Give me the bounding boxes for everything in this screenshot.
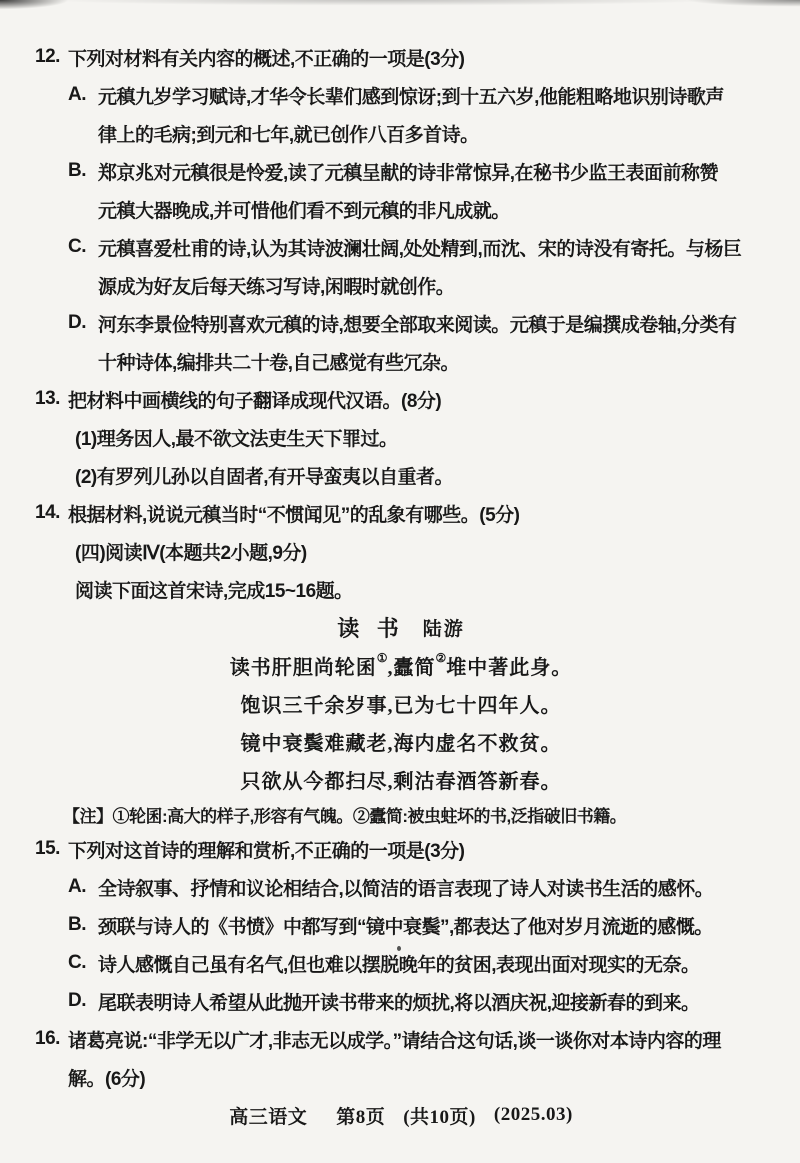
question-13-sub-2-text: (2)有罗列儿孙以自固者,有开导蛮夷以自重者。: [75, 466, 454, 488]
poem-line-3: [35, 722, 767, 760]
option-b-label: B.: [68, 914, 86, 935]
question-12-option-d: [35, 304, 767, 342]
poem-author: 陆游: [422, 618, 465, 640]
question-13: [35, 380, 767, 494]
question-12: [35, 38, 767, 380]
option-a-text-line2: 律上的毛病;到元和七年,就已创作八百多首诗。: [98, 124, 479, 146]
page-content: [35, 38, 767, 1134]
section-4-header: (四)阅读Ⅳ(本题共2小题,9分): [75, 542, 307, 564]
poem-title-row: [35, 608, 767, 646]
option-b-text-line1: 郑京兆对元稹很是怜爱,读了元稹呈献的诗非常惊异,在秘书少监王表面前称赞: [98, 162, 719, 184]
option-d-label: D.: [68, 312, 86, 333]
question-13-stem: 把材料中画横线的句子翻译成现代汉语。(8分): [68, 390, 442, 412]
footer-date: (2025.03): [493, 1104, 573, 1125]
option-a-label: A.: [68, 84, 86, 105]
question-12-number: 12.: [35, 46, 60, 67]
poem-line-4-text: 只欲从今都扫尽,剩沽春酒答新春。: [240, 770, 562, 793]
option-a-label: A.: [68, 876, 86, 897]
poem: [35, 608, 767, 830]
question-16-text-line1: 诸葛亮说:“非学无以广才,非志无以成学。”请结合这句话,谈一谈你对本诗内容的理: [68, 1030, 721, 1052]
option-c-text-line2: 源成为好友后每天练习写诗,闲暇时就创作。: [98, 276, 455, 298]
question-13-sub-1: [35, 418, 767, 456]
section-4: [35, 532, 767, 608]
option-c-label: C.: [68, 952, 86, 973]
question-13-number: 13.: [35, 388, 60, 409]
poem-line-1-a: 读书肝胆尚轮囷: [229, 656, 377, 679]
option-c-label: C.: [68, 236, 86, 257]
option-c-text: 诗人感慨自己虽有名气,但也难以摆脱晚年的贫困,表现出面对现实的无奈。: [98, 954, 700, 976]
question-15-option-a: [35, 868, 767, 906]
scan-edge-artifact: [0, 0, 800, 16]
question-15-option-c: [35, 944, 767, 982]
poem-note: 【注】①轮囷:高大的样子,形容有气魄。②蠹简:被虫蛀坏的书,泛指破旧书籍。: [63, 806, 627, 826]
question-13-sub-2: [35, 456, 767, 494]
page-footer: [35, 1096, 767, 1134]
option-a-text-line1: 元稹九岁学习赋诗,才华令长辈们感到惊讶;到十五六岁,他能粗略地识别诗歌声: [98, 86, 724, 108]
option-b-text-line2: 元稹大器晚成,并可惜他们看不到元稹的非凡成就。: [98, 200, 510, 222]
option-a-text: 全诗叙事、抒情和议论相结合,以简洁的语言表现了诗人对读书生活的感怀。: [98, 878, 714, 900]
section-4-intro-row: [35, 570, 767, 608]
question-16-text-line2: 解。(6分): [68, 1068, 146, 1090]
question-13-sub-1-text: (1)理务因人,最不欲文法吏生天下罪过。: [75, 428, 398, 450]
poem-line-1: 读书肝胆尚轮囷 ① ,蠹简 ② 堆中著此身。: [229, 651, 573, 679]
poem-line-1-b: ,蠹简: [387, 656, 436, 679]
footer-total-pages: (共10页): [403, 1106, 476, 1128]
poem-note-row: [35, 798, 767, 830]
question-12-option-b: [35, 152, 767, 190]
poem-line-3-text: 镜中衰鬓难藏老,海内虚名不救贫。: [240, 732, 562, 755]
poem-line-1-c: 堆中著此身。: [446, 656, 573, 679]
footer-page-number: 第8页: [336, 1106, 386, 1128]
option-d-label: D.: [68, 990, 86, 1011]
question-15-option-d: [35, 982, 767, 1020]
question-12-option-b-cont: [35, 190, 767, 228]
poem-title: 读 书: [337, 615, 405, 641]
question-15-stem: 下列对这首诗的理解和赏析,不正确的一项是(3分): [68, 840, 465, 862]
footer-course: 高三语文: [229, 1106, 308, 1128]
option-b-text: 颈联与诗人的《书愤》中都写到“镜中衰鬓”,都表达了他对岁月流逝的感慨。: [98, 916, 713, 938]
question-15-number: 15.: [35, 838, 60, 859]
question-14-number: 14.: [35, 502, 60, 523]
section-4-header-row: [35, 532, 767, 570]
section-4-intro: 阅读下面这首宋诗,完成15~16题。: [75, 580, 353, 602]
question-12-option-a-cont: [35, 114, 767, 152]
poem-line-4: [35, 760, 767, 798]
question-12-option-c: [35, 228, 767, 266]
poem-line-2: [35, 684, 767, 722]
option-d-text-line2: 十种诗体,编排共二十卷,自己感觉有些冗杂。: [98, 352, 460, 374]
question-15-option-b: [35, 906, 767, 944]
question-16-stem-row: [35, 1020, 767, 1058]
question-12-option-a: [35, 76, 767, 114]
question-15: [35, 830, 767, 1020]
question-12-option-d-cont: [35, 342, 767, 380]
question-16-number: 16.: [35, 1028, 60, 1049]
question-12-stem-row: [35, 38, 767, 76]
question-15-stem-row: [35, 830, 767, 868]
option-d-text: 尾联表明诗人希望从此抛开读书带来的烦扰,将以酒庆祝,迎接新春的到来。: [98, 992, 700, 1014]
option-b-label: B.: [68, 160, 86, 181]
option-d-text-line1: 河东李景俭特别喜欢元稹的诗,想要全部取来阅读。元稹于是编撰成卷轴,分类有: [98, 314, 737, 336]
poem-line-2-text: 饱识三千余岁事,已为七十四年人。: [240, 694, 562, 717]
question-13-stem-row: [35, 380, 767, 418]
question-14: [35, 494, 767, 532]
question-12-option-c-cont: [35, 266, 767, 304]
question-12-stem: 下列对材料有关内容的概述,不正确的一项是(3分): [68, 48, 465, 70]
option-c-text-line1: 元稹喜爱杜甫的诗,认为其诗波澜壮阔,处处精到,而沈、宋的诗没有寄托。与杨巨: [98, 238, 742, 260]
question-16-cont-row: [35, 1058, 767, 1096]
question-16: [35, 1020, 767, 1096]
question-14-stem: 根据材料,说说元稹当时“不惯闻见”的乱象有哪些。(5分): [68, 504, 520, 526]
